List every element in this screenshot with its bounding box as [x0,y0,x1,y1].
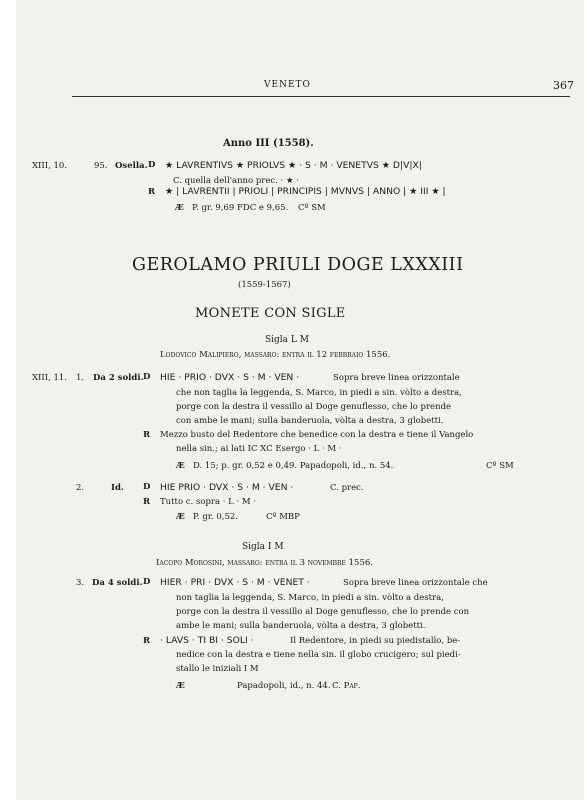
reverse-legend: · LAVS · TI BI · SOLI · [160,635,254,646]
reverse-desc-line: Il Redentore, in piedi su piedistallo, be- [290,636,461,646]
obverse-mark: D [143,577,151,587]
item-number: 3. [76,578,85,588]
massaro-line: Iacopo Morosini, massaro: entra il 3 novembre 1556. [156,558,373,568]
coin-type: Id. [111,483,124,493]
book-page [16,0,584,800]
reverse-mark: R [143,497,151,507]
plate-ref: XIII, 11. [32,373,68,383]
massaro-line: Lodovico Malipiero, massaro: entra il 12 febbraio 1556. [160,350,391,360]
weight-info: D. 15; p. gr. 0,52 e 0,49. Papadopoli, id., n. 54. [193,461,394,471]
obverse-desc-line: con ambe le mani; sulla banderuola, vòlta a destra, 3 globetti. [176,416,444,426]
metal-symbol: Æ [175,203,184,213]
header-rule [72,96,570,97]
reverse-desc-line: stallo le iniziali I M [176,664,259,674]
year-heading: Anno III (1558). [223,138,314,149]
running-header-title: VENETO [264,80,311,90]
weight-info: P. gr. 0,52. [193,512,239,522]
obverse-legend: ★ LAVRENTIVS ★ PRIOLVS ★ · S · M · VENETVS ★ D|V|X| [165,160,422,171]
obverse-mark: D [143,372,151,382]
collection: Cº MBP [266,512,300,522]
doge-title: GEROLAMO PRIULI DOGE LXXXIII [132,255,464,275]
reverse-legend: ★ | LAVRENTII | PRIOLI | PRINCIPIS | MVNVS | ANNO | ★ III ★ | [165,186,446,197]
obverse-desc-line: porge con la destra il vessillo al Doge genuflesso, che lo prende con [176,607,470,617]
plate-ref: XIII, 10. [32,161,68,171]
sigla-heading: Sigla L M [265,335,309,345]
obverse-note: C. prec. [330,483,364,493]
item-number: 95. [94,161,108,171]
collection: Cº SM [486,461,514,471]
item-number: 1. [76,373,85,383]
sigla-heading: Sigla I M [242,542,284,552]
obverse-legend: HIER · PRI · DVX · S · M · VENET · [160,577,310,588]
obverse-desc-line: porge con la destra il vessillo al Doge genuflesso, che lo prende [176,402,452,412]
reverse-desc-line: Tutto c. sopra · L · M · [160,497,256,507]
obverse-legend: HIE PRIO · DVX · S · M · VEN · [160,482,294,493]
obverse-desc-line: non taglia la leggenda, S. Marco, in piedi a sin. vòlto a destra, [176,593,444,603]
obverse-mark: D [148,160,156,170]
collection: C. Pap. [332,681,361,691]
coin-type: Da 4 soldi. [92,578,143,588]
metal-symbol: Æ [176,681,185,691]
item-number: 2. [76,483,85,493]
reverse-mark: R [148,187,156,197]
obverse-desc-line: che non taglia la leggenda, S. Marco, in piedi a sin. vòlto a destra, [176,388,462,398]
reverse-mark: R [143,430,151,440]
coin-type: Da 2 soldi. [93,373,144,383]
reverse-desc-line: Mezzo busto del Redentore che benedice con la destra e tiene il Vangelo [160,430,474,440]
coin-type: Osella. [115,161,148,171]
obverse-legend: HIE · PRIO · DVX · S · M · VEN · [160,372,300,383]
weight-info: Papadopoli, id., n. 44. [237,681,331,691]
obverse-desc-line: Sopra breve linea orizzontale [333,373,460,383]
obverse-desc-line: Sopra breve linea orizzontale che [343,578,488,588]
reverse-mark: R [143,636,151,646]
page-number: 367 [553,79,574,92]
metal-symbol: Æ [176,512,185,522]
reverse-desc-line: nedice con la destra e tiene nella sin. il globo crucigero; sul piedi- [176,650,461,660]
section-title: MONETE CON SIGLE [195,306,346,321]
doge-years: (1559-1567) [238,280,291,290]
obverse-mark: D [143,482,151,492]
collection: Cº SM [298,203,326,213]
weight-info: P. gr. 9,69 FDC e 9,65. [192,203,289,213]
obverse-desc-line: ambe le mani; sulla banderuola, vòlta a destra, 3 globetti. [176,621,426,631]
obverse-note: C. quella dell'anno prec. · ★ · [173,176,299,186]
metal-symbol: Æ [176,461,185,471]
reverse-desc-line: nella sin.; ai lati IC XC Esergo · L · M · [176,444,342,454]
